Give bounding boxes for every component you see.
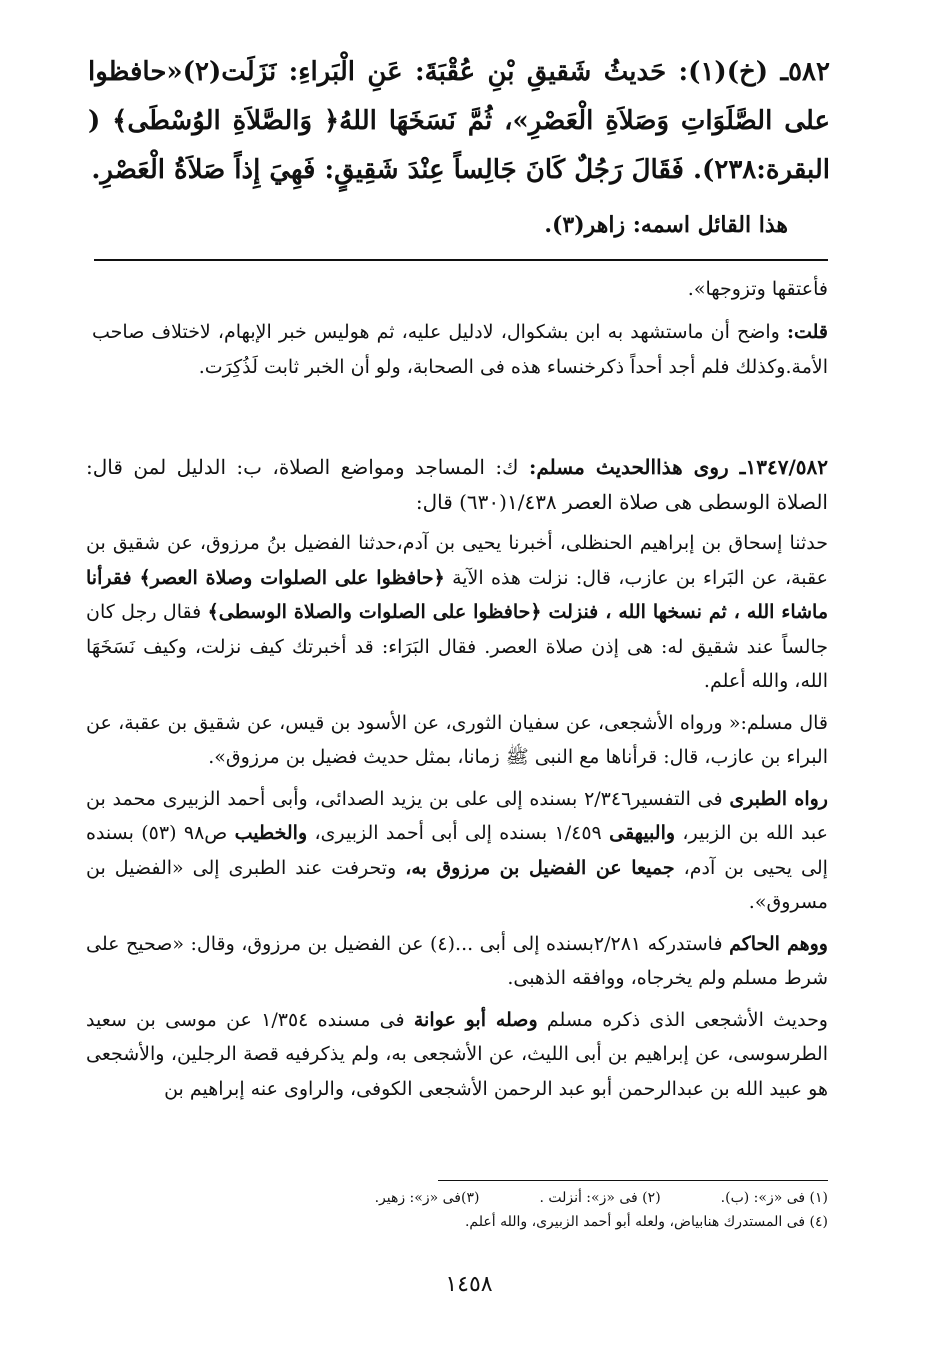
footnote-row	[120, 1186, 828, 1210]
heading-bold: ١٣٤٧/٥٨٢ـ روى هذاالحديث مسلم:	[528, 455, 829, 479]
isnad-text: حدثنا إسحاق بن إبراهيم الحنظلى، أخبرنا يحيى بن آدم،حدثنا الفضيل بنُ مرزوق، عن شقيق بن عقبة، عن البَراء بن عازب، قال: نزلت هذه الآية	[86, 532, 828, 589]
tabari-text: فى التفسير٢/٣٤٦ بسنده إلى على بن يزيد الصدائى، وأبى أحمد الزبيرى محمد بن عبد الله بن الزبير،	[86, 787, 828, 844]
footnote-4: (٤) فى المستدرك هنابياض، ولعله أبو أحمد الزبيرى، والله أعلم.	[464, 1214, 828, 1230]
footnotes	[120, 1186, 828, 1234]
hakim-paragraph	[86, 927, 828, 996]
source-tabari: رواه الطبرى	[729, 787, 828, 810]
khatib-text: ص٩٨ (٥٣) بسنده إلى يحيى بن آدم،	[86, 822, 828, 879]
hakim-label: ووهم الحاكم	[729, 932, 828, 955]
source-bayhaqi: والبيهقى	[609, 822, 676, 844]
muslim-note-paragraph: قال مسلم:« ورواه الأشجعى، عن سفيان الثورى، عن الأسود بن قيس، عن شقيق بن عقبة، عن البراء بن عازب، قال: قرأناها مع النبى ﷺ زمانا، بمثل حديث فضيل بن مرزوق».	[86, 711, 828, 768]
footnote-2: (٢) فى «ز»: أنزلت .	[539, 1190, 661, 1206]
source-khatib: والخطيب	[234, 822, 308, 844]
section-divider	[94, 259, 828, 261]
narration-text: فقال رجل كان جالساً عند شقيق له: هى إذن صلاة العصر. فقال البَرَاء: قد أخبرتك كيف نزلت، وكيف نَسَخَهَا الله، والله أعلم.	[86, 601, 828, 692]
ashjai-text-a: وحديث الأشجعى الذى ذكره مسلم	[546, 1008, 828, 1031]
continuation-line: فأعتقها وتزوجها».	[687, 278, 828, 300]
commentary-section	[92, 272, 828, 393]
footnote-1: (١) فى «ز»: (ب).	[720, 1190, 828, 1206]
qult-paragraph	[92, 315, 828, 385]
ashjai-text-b: فى مسنده ١/٣٥٤ عن موسى بن سعيد الطرسوسى، عن إبراهيم بن أبى الليث، عن الأشجعى به، ولم يذكرفيه قصة الرجلين، والأشجعى هو عبيد الله بن عبدالرحمن أبو عبد الرحمن الأشجعى الكوفى، والراوى عنه إبراهيم بن	[86, 1008, 828, 1100]
hadith-text: ٥٨٢ـ (خ)(١): حَديثُ شَقيقِ بْنِ عُقْبَةَ: عَنِ الْبَراءِ: نَزَلَت(٢)«حافظوا على الصَّلَوَاتِ وَصَلاَةِ الْعَصْرِ»، ثُمَّ نَسَخَهَا اللهُ﴿ وَالصَّلاَةِ الوُسْطَى﴾ ( البقرة:٢٣٨). فَقَالَ رَجُلٌ كَانَ جَالِساً عِنْدَ شَقِيقٍ: فَهِيَ إِذاً صَلاَةُ الْعَصْرِ.	[88, 57, 830, 185]
footnote-divider	[438, 1180, 828, 1181]
qult-label: قلت:	[786, 321, 828, 343]
quran-verse-quote: ﴿حافظوا على الصلوات وصلاة العصر﴾ فقرأنا ماشاء الله ، ثم نسخها الله ، فنزلت ﴿حافظوا على الصلوات والصلاة الوسطى﴾	[86, 566, 829, 623]
qult-text: واضح أن ماستشهد به ابن بشكوال، لادليل عليه، ثم هوليس خبر الإبهام، لاختلاف صاحب الأمة.وكذلك فلم أجد أحداً ذكرخنساء هذه فى الصحابة، ولو أن الخبر ثابت لَذُكِرَت.	[92, 321, 828, 378]
heading-rest: ك: المساجد ومواضع الصلاة، ب: الدليل لمن قال: الصلاة الوسطى هى صلاة العصر ١/٤٣٨(٦٣٠) قال:	[86, 455, 828, 514]
page-number: ١٤٥٨	[445, 1272, 493, 1297]
hadith-attribution: هذا القائل اسمه: زاهر(٣).	[544, 212, 788, 238]
abu-awana-label: وصله أبو عوانة	[413, 1008, 538, 1031]
common-link-text: جميعا عن الفضيل بن مرزوق به،	[405, 856, 675, 879]
section-heading	[86, 450, 828, 519]
bayhaqi-text: ١/٤٥٩ بسنده إلى أبى أحمد الزبيرى،	[314, 822, 602, 844]
isnad-paragraph	[86, 526, 828, 699]
main-commentary	[86, 450, 828, 1113]
hakim-text: فاستدركه ٢/٢٨١بسنده إلى أبى ...(٤) عن الفضيل بن مرزوق، وقال: «صحيح على شرط مسلم ولم يخرجاه، ووافقه الذهبى.	[86, 932, 828, 989]
takhrij-paragraph	[86, 782, 828, 920]
footnote-3: (٣)فى «ز»: زهير.	[374, 1190, 480, 1206]
ashjai-paragraph	[86, 1003, 828, 1107]
tahrif-note: وتحرفت عند الطبرى إلى «الفضيل بن مسروق».	[86, 856, 828, 913]
